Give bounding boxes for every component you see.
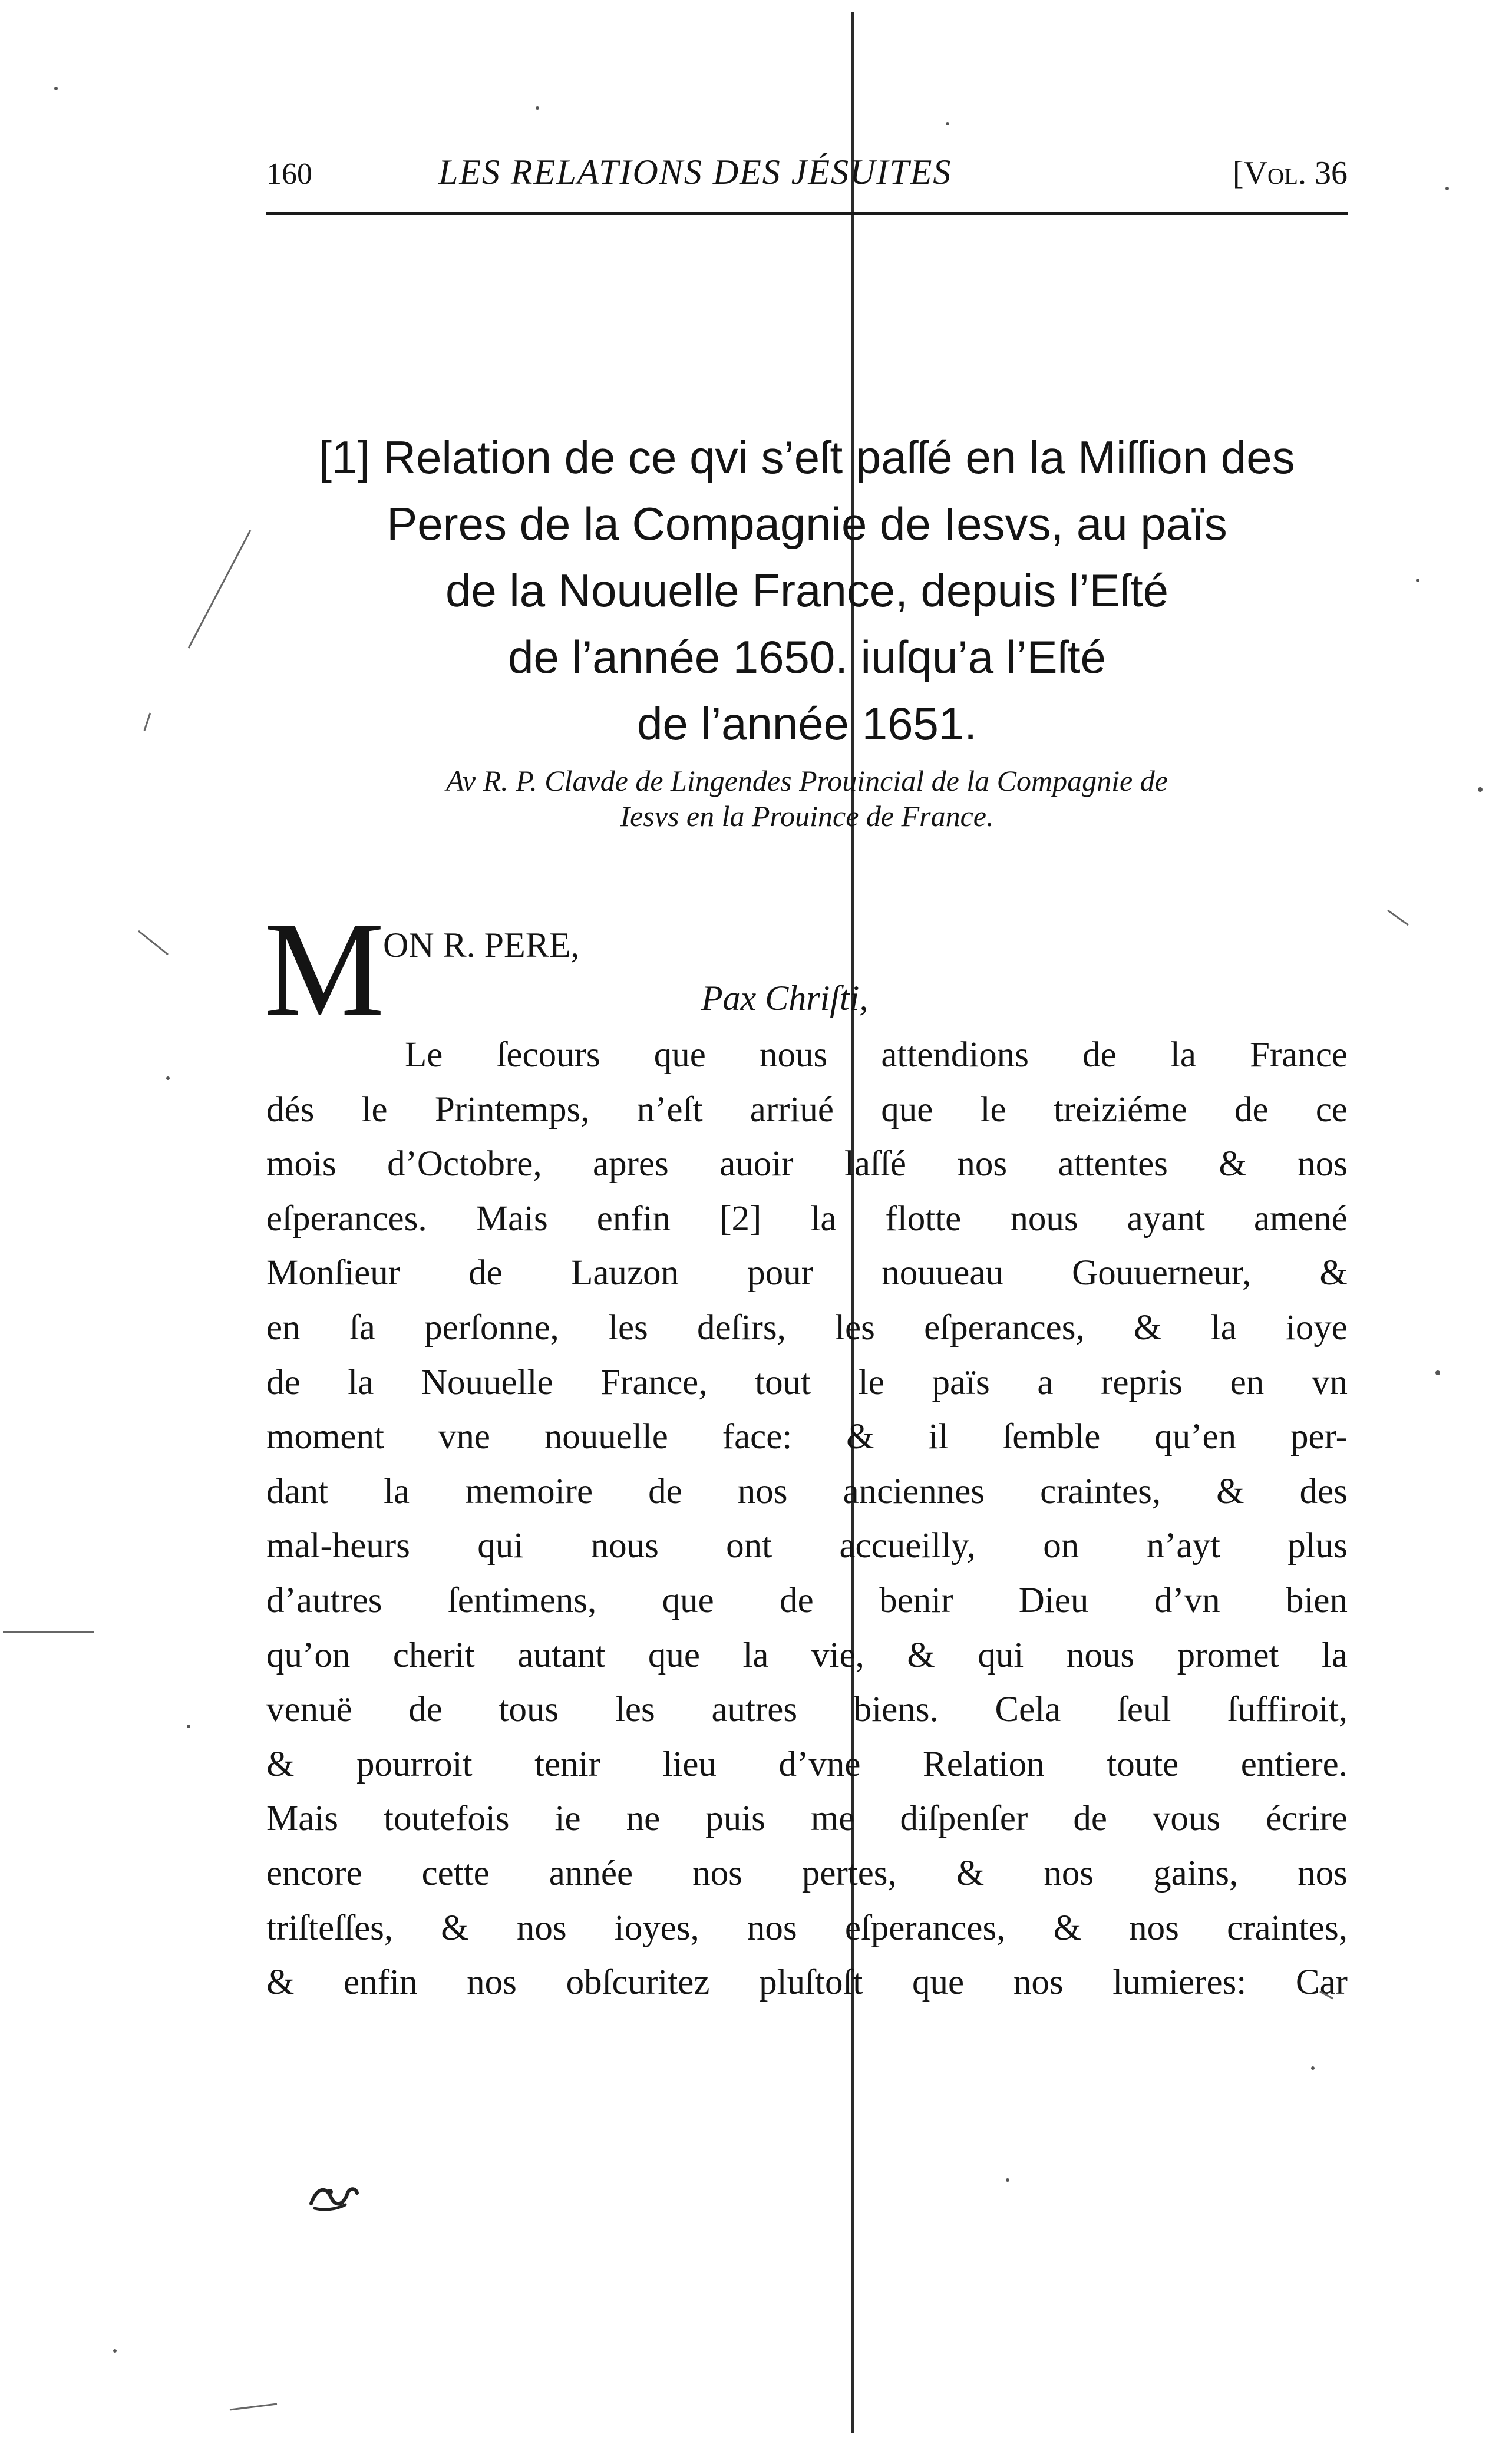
body-line: Monſieur de Lauzon pour nouueau Gouuerneur, & bbox=[266, 1253, 1348, 1293]
body-line: mal-heurs qui nous ont accueilly, on n’ayt plus bbox=[266, 1526, 1348, 1566]
body-line: encore cette année nos pertes, & nos gains, nos bbox=[266, 1853, 1348, 1893]
heading-line: Peres de la Compagnie de Iesvs, au païs bbox=[387, 498, 1227, 550]
body-line: Mais toutefois ie ne puis me diſpenſer de vous écrire bbox=[266, 1799, 1348, 1839]
page-number: 160 bbox=[266, 157, 312, 191]
body-line: de la Nouuelle France, tout le païs a repris en vn bbox=[266, 1362, 1348, 1402]
salutation-closing: Pax Chriſti, bbox=[701, 979, 869, 1018]
body-line: moment vne nouuelle face: & il ſemble qu’en per- bbox=[266, 1417, 1348, 1457]
body-line: & enfin nos obſcuritez pluſtoſt que nos lumieres: Car bbox=[266, 1963, 1348, 2003]
body-line: triſteſſes, & nos ioyes, nos eſperances, & nos craintes, bbox=[266, 1908, 1348, 1948]
heading-line: de l’année 1651. bbox=[637, 698, 977, 749]
body-line: qu’on cherit autant que la vie, & qui nous promet la bbox=[266, 1635, 1348, 1675]
addressee-line: Iesvs en la Prouince de France. bbox=[620, 800, 994, 833]
salutation: ON R. PERE, bbox=[383, 926, 580, 965]
body-line: eſperances. Mais enfin [2] la flotte nous ayant amené bbox=[266, 1198, 1348, 1238]
body-line: venuë de tous les autres biens. Cela ſeul ſuffiroit, bbox=[266, 1690, 1348, 1730]
addressee-line: Av R. P. Clavde de Lingendes Prouincial de la Compagnie de bbox=[446, 764, 1168, 797]
drop-cap: M bbox=[264, 894, 385, 1044]
body-line: en ſa perſonne, les deſirs, les eſperances, & la ioye bbox=[266, 1307, 1348, 1347]
heading-line: de l’année 1650. iuſqu’a l’Eſté bbox=[508, 631, 1106, 683]
volume-label: [Vol. 36 bbox=[1232, 155, 1348, 191]
body-line: d’autres ſentimens, que de benir Dieu d’vn bien bbox=[266, 1580, 1348, 1620]
heading-line: [1] Relation de ce qvi s’eſt paſſé en la Miſſion des bbox=[319, 431, 1295, 483]
body-line: dant la memoire de nos anciennes craintes, & des bbox=[266, 1471, 1348, 1511]
body-line: Le ſecours que nous attendions de la France bbox=[405, 1035, 1348, 1075]
heading-line: de la Nouuelle France, depuis l’Eſté bbox=[445, 564, 1169, 616]
body-line: mois d’Octobre, apres auoir laſſé nos attentes & nos bbox=[266, 1144, 1348, 1184]
body-line: & pourroit tenir lieu d’vne Relation toute entiere. bbox=[266, 1744, 1348, 1784]
running-title: LES RELATIONS DES JÉSUITES bbox=[438, 153, 952, 191]
body-line: dés le Printemps, n’eſt arriué que le treiziéme de ce bbox=[266, 1089, 1348, 1129]
